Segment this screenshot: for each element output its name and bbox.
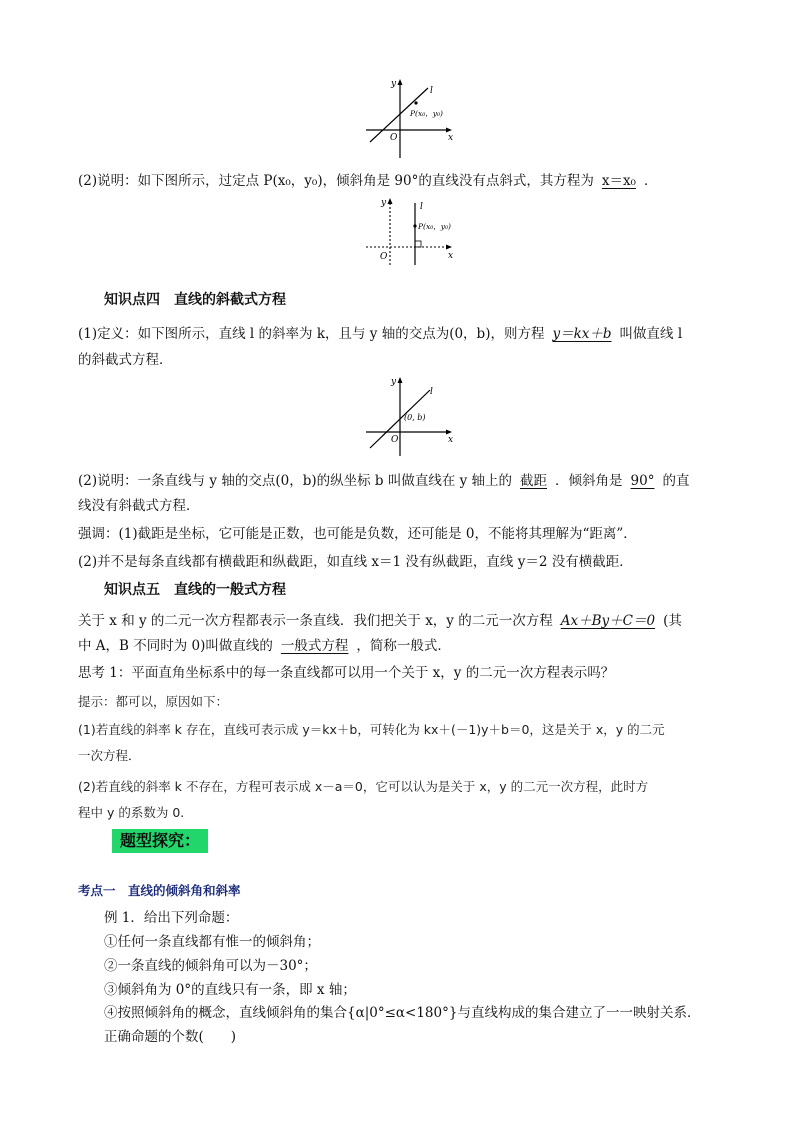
y-arrow	[398, 79, 403, 85]
kp5-p2: 中 A，B 不同时为 0)叫做直线的 一般式方程 ，简称一般式．	[78, 638, 451, 654]
origin-label: O	[390, 133, 398, 143]
line-label: l	[420, 202, 423, 212]
x-arrow	[446, 245, 452, 250]
kp4-emphasis-1: 强调：(1)截距是坐标，它可能是正数，也可能是负数，还可能是 0，不能将其理解为“距离”．	[78, 526, 637, 542]
y-arrow	[398, 377, 403, 383]
proposition-2: ②一条直线的倾斜角可以为－30°；	[104, 958, 317, 974]
x-axis-label: x	[448, 251, 454, 261]
point-p	[413, 224, 416, 227]
kp5-hint: 提示：都可以，原因如下：	[78, 694, 229, 709]
kp4-heading: 知识点四 直线的斜截式方程	[104, 292, 286, 308]
y-axis-label: y	[391, 79, 397, 89]
y-axis-label: y	[391, 377, 397, 387]
answer-blank: x＝x₀	[601, 173, 636, 189]
point-label: P(x₀，y₀)	[410, 109, 443, 118]
line-label: l	[430, 387, 433, 397]
right-angle-mark	[415, 241, 421, 247]
origin-label: O	[380, 252, 388, 262]
answer-blank: 截距	[520, 473, 548, 489]
kp5-hint-2b: 程中 y 的系数为 0.	[78, 805, 185, 820]
figure-vertical-line	[360, 195, 460, 267]
line-label: l	[430, 86, 433, 96]
kaodian-title: 考点一 直线的倾斜角和斜率	[78, 883, 241, 898]
x-axis-label: x	[448, 133, 454, 143]
x-arrow	[446, 430, 452, 435]
answer-blank: 90°	[630, 473, 655, 489]
answer-blank: 一般式方程	[280, 638, 349, 654]
point-label: P(x₀，y₀)	[418, 222, 451, 231]
kp5-hint-2a: (2)若直线的斜率 k 不存在，方程可表示成 x－a＝0，它可以认为是关于 x，y 的二元一次方程，此时方	[78, 779, 649, 794]
answer-blank: Ax＋By＋C＝0	[560, 613, 656, 629]
x-arrow	[446, 128, 452, 133]
kp5-think: 思考 1：平面直角坐标系中的每一条直线都可以用一个关于 x，y 的二元一次方程表示吗？	[78, 665, 615, 681]
p-note-2: (2)说明：如下图所示，过定点 P(x₀，y₀)，倾斜角是 90°的直线没有点斜式，其方程为 x＝x₀ ．	[78, 173, 658, 189]
kp4-note: (2)说明：一条直线与 y 轴的交点(0，b)的纵坐标 b 叫做直线在 y 轴上的 截距 ．倾斜角是 90° 的直	[78, 473, 690, 489]
kp5-heading: 知识点五 直线的一般式方程	[104, 582, 286, 598]
kp5-hint-1b: 一次方程．	[78, 748, 141, 763]
kp4-note-line2: 线没有斜截式方程．	[78, 498, 200, 514]
figure-slope-intercept	[360, 374, 460, 458]
y-axis-label: y	[381, 198, 387, 208]
proposition-4: ④按照倾斜角的概念，直线倾斜角的集合{α|0°≤α<180°}与直线构成的集合建立了一一映射关系．	[104, 1005, 701, 1021]
section-banner: 题型探究：	[112, 829, 208, 853]
kp4-def: (1)定义：如下图所示，直线 l 的斜率为 k，且与 y 轴的交点为(0，b)，则方程 y＝kx＋b 叫做直线 l	[78, 326, 683, 342]
kp5-p1: 关于 x 和 y 的二元一次方程都表示一条直线．我们把关于 x，y 的二元一次方程 Ax＋By＋C＝0 (其	[78, 613, 682, 629]
intercept-label: (0, b)	[404, 413, 426, 422]
origin-label: O	[391, 435, 399, 445]
point-p	[414, 101, 417, 104]
answer-blank: y＝kx＋b	[552, 326, 612, 342]
kp4-emphasis-2: (2)并不是每条直线都有横截距和纵截距，如直线 x＝1 没有纵截距，直线 y＝2 没有横截距．	[78, 554, 633, 570]
kp4-def-line2: 的斜截式方程．	[78, 352, 173, 368]
question-prompt: 正确命题的个数( )	[104, 1029, 237, 1045]
example-1: 例 1．给出下列命题：	[104, 910, 239, 926]
proposition-1: ①任何一条直线都有惟一的倾斜角；	[104, 934, 320, 950]
figure-point-slope	[360, 76, 460, 160]
y-arrow	[388, 198, 393, 204]
kp5-hint-1a: (1)若直线的斜率 k 存在，直线可表示成 y＝kx＋b，可转化为 kx＋(－1)y＋b＝0，这是关于 x，y 的二元	[78, 722, 665, 737]
x-axis-label: x	[448, 435, 454, 445]
proposition-3: ③倾斜角为 0°的直线只有一条，即 x 轴；	[104, 982, 356, 998]
